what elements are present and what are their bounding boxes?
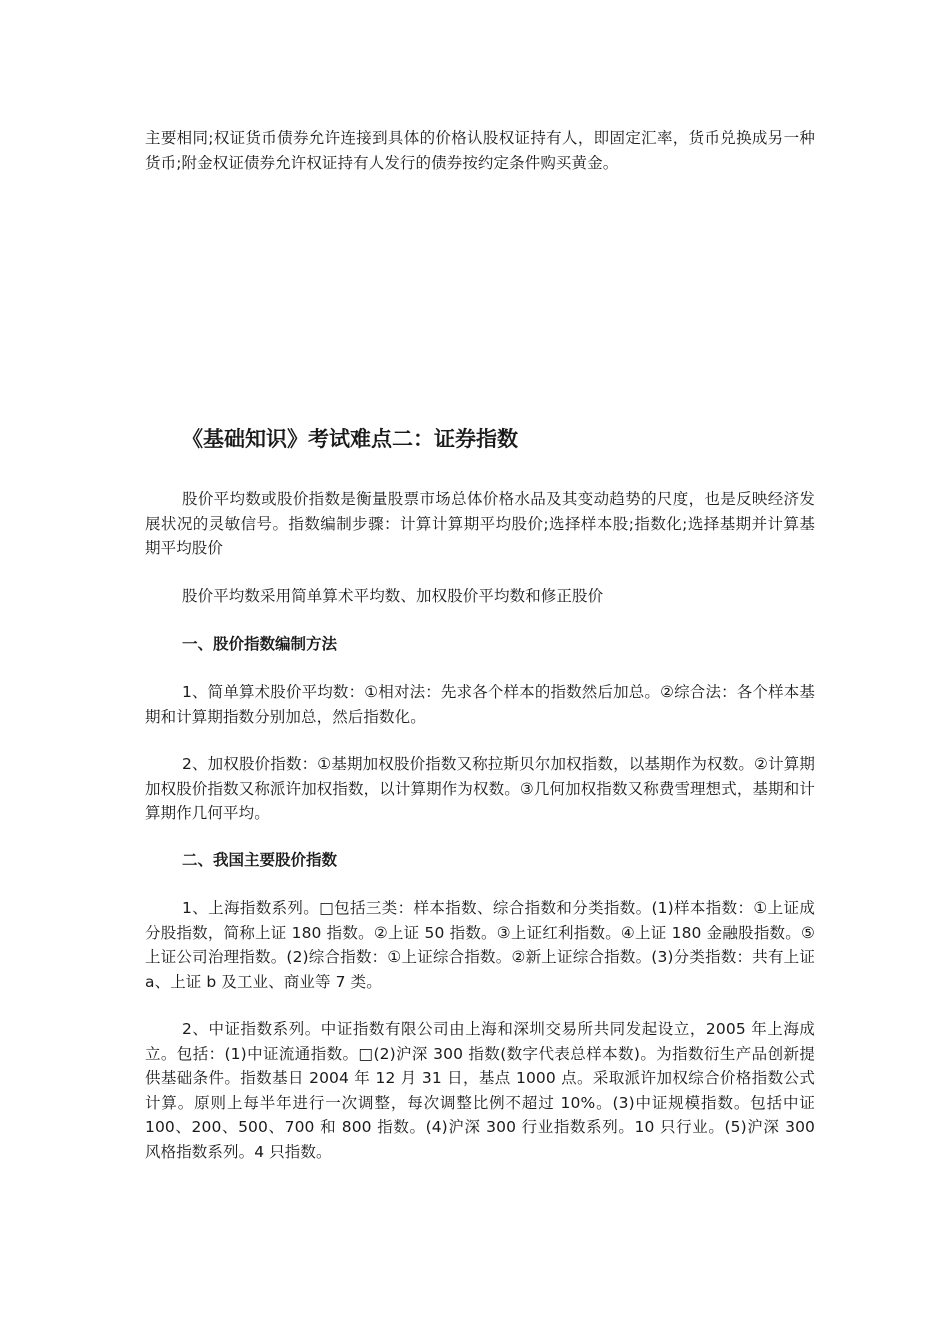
paragraph-weighted-index: 2、加权股价指数：①基期加权股价指数又称拉斯贝尔加权指数，以基期作为权数。②计算期加权股价指数又称派许加权指数，以计算期作为权数。③几何加权指数又称费雪理想式，基期和计算期作几何平均。 [145, 755, 815, 822]
paragraph-csi-index-series: 2、中证指数系列。中证指数有限公司由上海和深圳交易所共同发起设立，2005 年上海成立。包括：(1)中证流通指数。□(2)沪深 300 指数(数字代表总样本数)。为指数衍生产品创新提供基础条件。指数基日 2004 年 12 月 31 日，基点 1000 点。采取派许加权综合价格指数公式计算。原则上每半年进行一次调整，每次调整比例不超过 10%。(3)中证规模指数。包括中证 100、200、500、700 和 800 指数。(4)沪深 300 行业指数系列。10 只行业。(5)沪深 300 风格指数系列。4 只指数。 [145, 1020, 815, 1161]
section-heading-compilation-methods: 一、股价指数编制方法 [182, 635, 338, 653]
section-heading-china-indices: 二、我国主要股价指数 [182, 851, 338, 869]
intro-paragraph: 主要相同;权证货币债券允许连接到具体的价格认股权证持有人，即固定汇率，货币兑换成另一种货币;附金权证债券允许权证持有人发行的债券按约定条件购买黄金。 [145, 129, 815, 172]
paragraph-shanghai-index-series: 1、上海指数系列。□包括三类：样本指数、综合指数和分类指数。(1)样本指数：①上证成分股指数，简称上证 180 指数。②上证 50 指数。③上证红利指数。④上证 180 金融股指数。⑤上证公司治理指数。(2)综合指数：①上证综合指数。②新上证综合指数。(3)分类指数：共有上证 a、上证 b 及工业、商业等 7 类。 [145, 899, 815, 991]
paragraph-simple-average: 1、简单算术股价平均数：①相对法：先求各个样本的指数然后加总。②综合法：各个样本基期和计算期指数分别加总，然后指数化。 [145, 683, 815, 726]
paragraph-stock-index-definition: 股价平均数或股价指数是衡量股票市场总体价格水品及其变动趋势的尺度，也是反映经济发展状况的灵敏信号。指数编制步骤：计算计算期平均股价;选择样本股;指数化;选择基期并计算基期平均股价 [145, 490, 815, 557]
page-title: 《基础知识》考试难点二：证券指数 [182, 427, 518, 451]
paragraph-averaging-methods: 股价平均数采用简单算术平均数、加权股价平均数和修正股价 [182, 587, 604, 605]
